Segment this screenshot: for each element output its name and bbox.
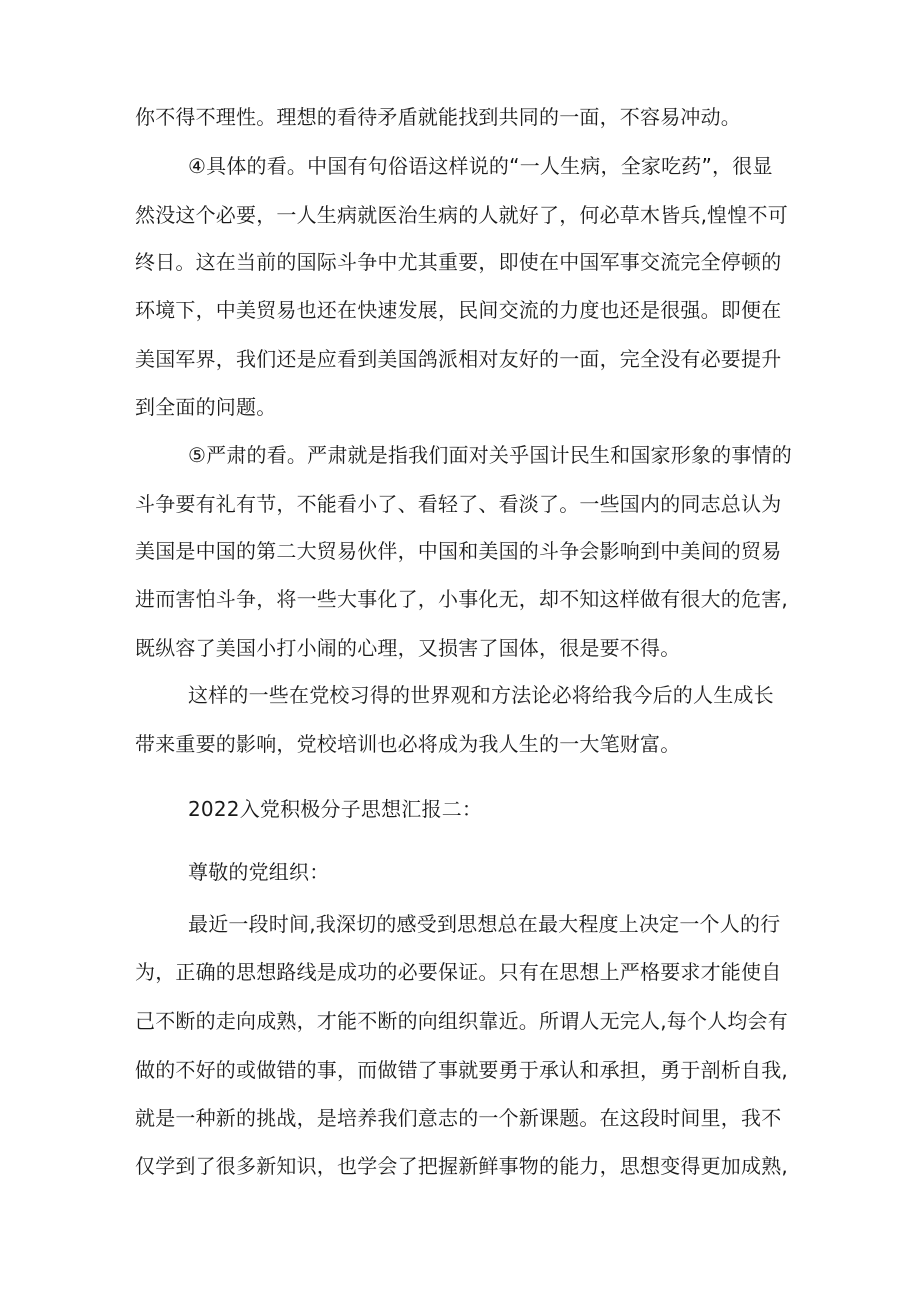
paragraph-line: 斗争要有礼有节，不能看小了、看轻了、看淡了。一些国内的同志总认为 <box>135 492 782 516</box>
paragraph-line: 然没这个必要，一人生病就医治生病的人就好了，何必草木皆兵,惶惶不可 <box>135 203 788 227</box>
paragraph-line: 就是一种新的挑战，是培养我们意志的一个新课题。在这段时间里，我不 <box>135 1106 782 1130</box>
paragraph-line: 美国军界，我们还是应看到美国鸽派相对友好的一面，完全没有必要提升 <box>135 347 782 371</box>
paragraph-line: 最近一段时间,我深切的感受到思想总在最大程度上决定一个人的行 <box>188 912 781 936</box>
paragraph-line: 做的不好的或做错的事，而做错了事就要勇于承认和承担，勇于剖析自我, <box>135 1058 788 1082</box>
salutation: 尊敬的党组织： <box>188 860 330 884</box>
paragraph-line: 为，正确的思想路线是成功的必要保证。只有在思想上严格要求才能使自 <box>135 960 782 984</box>
paragraph-line: 环境下，中美贸易也还在快速发展，民间交流的力度也还是很强。即便在 <box>135 298 782 322</box>
paragraph-line: ④具体的看。中国有句俗语这样说的“一人生病，全家吃药”，很显 <box>188 154 773 178</box>
paragraph-line: 仅学到了很多新知识，也学会了把握新鲜事物的能力，思想变得更加成熟, <box>135 1154 788 1178</box>
paragraph-line: 这样的一些在党校习得的世界观和方法论必将给我今后的人生成长 <box>188 683 774 707</box>
paragraph-line: 既纵容了美国小打小闹的心理，又损害了国体，很是要不得。 <box>135 636 681 660</box>
paragraph-line: 到全面的问题。 <box>135 395 277 419</box>
paragraph-line: ⑤严肃的看。严肃就是指我们面对关乎国计民生和国家形象的事情的 <box>188 443 792 467</box>
paragraph-line: 美国是中国的第二大贸易伙伴，中国和美国的斗争会影响到中美间的贸易 <box>135 539 782 563</box>
paragraph-line: 带来重要的影响，党校培训也必将成为我人生的一大笔财富。 <box>135 732 681 756</box>
paragraph-line: 你不得不理性。理想的看待矛盾就能找到共同的一面，不容易冲动。 <box>135 105 741 129</box>
paragraph-line: 己不断的走向成熟，才能不断的向组织靠近。所谓人无完人,每个人均会有 <box>135 1009 788 1033</box>
paragraph-line: 终日。这在当前的国际斗争中尤其重要，即使在中国军事交流完全停顿的 <box>135 250 782 274</box>
paragraph-line: 进而害怕斗争，将一些大事化了，小事化无，却不知这样做有很大的危害, <box>135 587 788 611</box>
section-heading: 2022入党积极分子思想汇报二： <box>188 797 483 821</box>
